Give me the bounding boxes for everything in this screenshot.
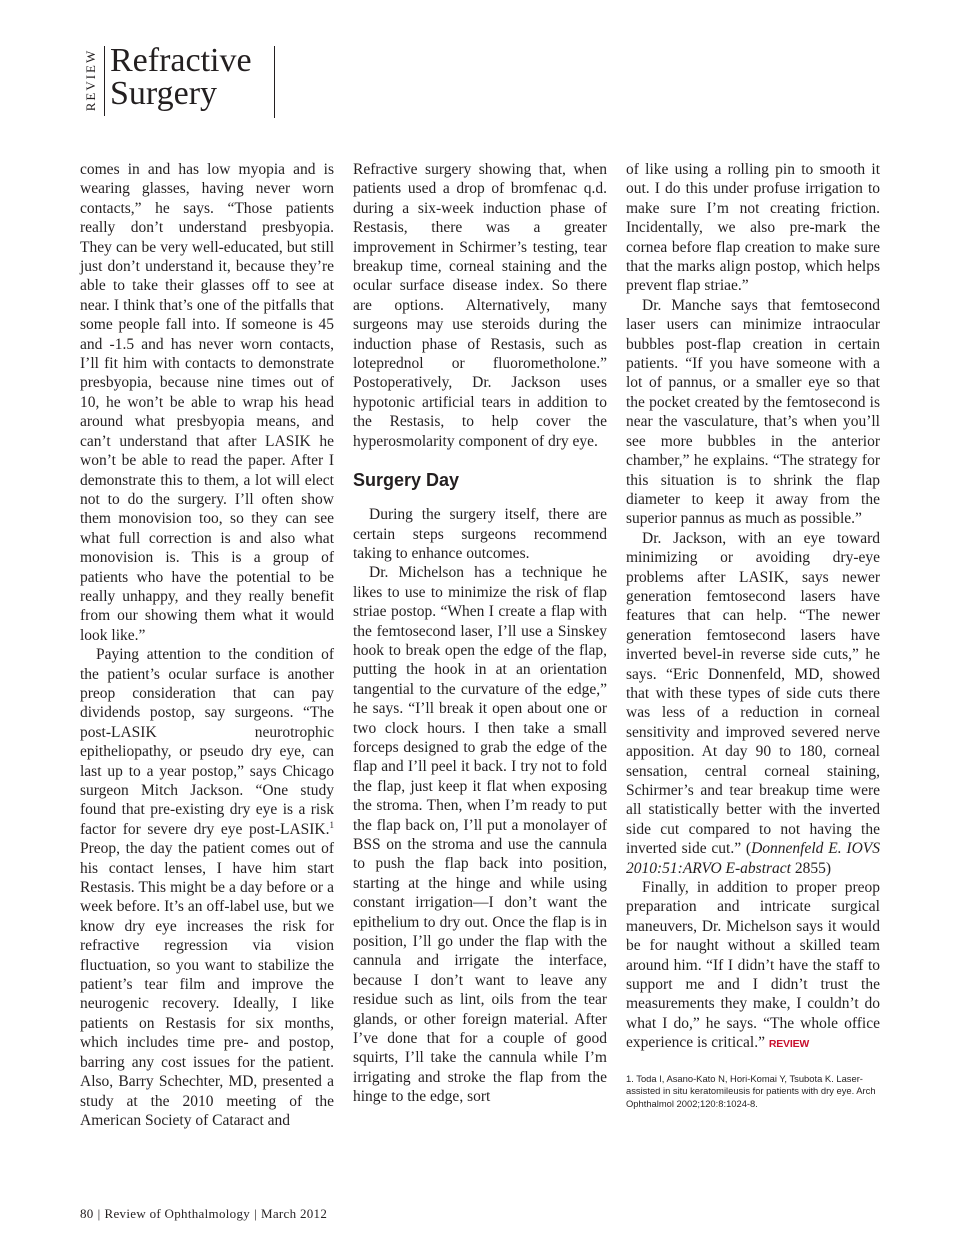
footer-separator: | xyxy=(254,1206,257,1221)
section-title-line2: Surgery xyxy=(110,75,218,112)
publication-name: Review of Ophthalmology xyxy=(104,1206,251,1221)
paragraph-rolling-pin: of like using a rolling pin to smooth it out. I do this under profuse irrigation to make sure I’m not creating friction. Incidentally, we also pre-mark the cornea before flap creation to make sure that the marks align postop, which helps prevent flap striae.” xyxy=(626,161,880,295)
paragraph-ocular-surface-text-a: Paying attention to the condition of the patient’s ocular surface is another preop consideration that can pay dividends postop, say surgeons. “The post-LASIK neurotrophic epitheliopathy, or pseudo dry eye, can last up to a year postop,” says Chicago surgeon Mitch Jackson. “One study found that pre-existing dry eye is a risk factor for severe dry eye post-LASIK. xyxy=(80,646,334,838)
article-column-2 xyxy=(353,160,607,1107)
paragraph-side-cuts-text: Dr. Jackson, with an eye toward minimizing or avoiding dry-eye problems after LASIK, says newer generation femtosecond lasers have features that can help. “The newer generation femtosecond lasers have inverted bevel-in reverse side cuts,” he says. “Eric Donnenfeld, MD, showed that with these types of side cuts there was less of a reduction in corneal sensitivity and improved severed nerve apposition. At day 90 to 180, corneal sensation, central corneal staining, Schirmer’s and tear breakup time were all statistically better with the inverted side cut compared to not having the inverted side cut.” ( xyxy=(626,529,880,858)
footnote: 1. Toda I, Asano-Kato N, Hori-Komai Y, Tsubota K. Laser-assisted in situ keratomileusis for patients with dry eye. Arch Ophthalmol 2002;120:8:1024-8. xyxy=(626,1072,876,1109)
citation-italic: Donnenfeld E. IOVS 2010:51:ARVO E-abstract xyxy=(626,840,881,877)
paragraph-ocular-surface xyxy=(80,645,334,1130)
header-divider-left xyxy=(104,46,105,116)
header-divider-right xyxy=(274,46,275,118)
paragraph-bromfenac: Refractive surgery showing that, when patients used a drop of bromfenac q.d. during a six-week induction phase of Restasis, there was a greater improvement in Schirmer’s testing, tear breakup time, corneal staining and the ocular surface disease index. So there are options. Alternatively, many surgeons may use steroids during the induction phase of Restasis, such as loteprednol or fluorometholone.” Postoperatively, Dr. Jackson uses hypotonic artificial tears in addition to the Restasis, to help cover the hyperosmolarity component of dry eye. xyxy=(353,161,607,450)
paragraph-team-text: Finally, in addition to proper preop preparation and intricate surgical maneuvers, Dr. Michelson says it would be for naught without a skilled team around him. “If I didn’t have the staff to support me and I didn’t trust the measurements they make, I couldn’t do what I do,” he says. “The whole office experience is critical.” xyxy=(626,879,880,1052)
paragraph-team xyxy=(626,878,880,1055)
footer-separator: | xyxy=(97,1206,101,1221)
paragraph-presbyopia: comes in and has low myopia and is wearing glasses, having never worn contacts,” he says. “Those patients really don’t understand presbyopia. They can be very well-educated, but still just don’t understand it, because they’re able to take their glasses off to see at near. I think that’s one of the pitfalls that some people fall into. If someone is 45 and -1.5 and has never worn contacts, I’ll fit him with contacts to demonstrate presbyopia, because nine times out of 10, he won’t be able to wrap his head around what presbyopia means, and can’t understand that after LASIK he won’t be able to read the paper. After I demonstrate this to them, a lot will elect not to do the surgery. I’ll often show them monovision too, so they can see what full correction is and also what monovision is. This is a group of patients who have the potential to be really unhappy, and they really benefit from our showing them what it would look like.” xyxy=(80,161,334,644)
article-column-3 xyxy=(626,160,880,1110)
end-mark: REVIEW xyxy=(768,1038,810,1051)
subhead-surgery-day: Surgery Day xyxy=(353,470,460,491)
paragraph-ocular-surface-text-b: Preop, the day the patient comes out of his contact lenses, I have him start Restasis. This might be a day before or a week before. It’s an off-label use, but we know dry eye increases the risk for refractive regression via vision fluctuation, so you want to stabilize the patient’s tear film and improve the neurogenic recovery. Ideally, I like patients on Restasis for six months, which includes time pre- and postop, barring any cost issues for the patient. Also, Barry Schechter, MD, presented a study at the 2010 meeting of the American Society of Cataract and xyxy=(80,840,334,1129)
section-tag xyxy=(80,44,102,116)
section-title-line1: Refractive xyxy=(110,42,252,79)
section-title xyxy=(110,44,252,110)
paragraph-surgery-intro: During the surgery itself, there are certain steps surgeons recommend taking to enhance outcomes. xyxy=(353,506,607,562)
article-column-1 xyxy=(80,160,334,1130)
citation-number: 2855) xyxy=(791,859,832,877)
citation-superscript: 1 xyxy=(329,819,334,830)
issue-date: March 2012 xyxy=(260,1206,328,1221)
paragraph-bubbles: Dr. Manche says that femtosecond laser users can minimize intraocular bubbles post-flap creation in certain patients. “If you have someone with a lot of pannus, or a smaller eye so that the pocket created by the femtosecond is near the vasculature, that’s when you’ll see more bubbles in the anterior chamber,” he explains. “The strategy for this situation is to shrink the flap diameter to keep it away from the superior pannus as much as possible.” xyxy=(626,296,880,528)
section-tag-label: REVIEW xyxy=(83,48,98,112)
page-number: 80 xyxy=(80,1206,94,1221)
paragraph-flap-technique: Dr. Michelson has a technique he likes to use to minimize the risk of flap striae postop. “When I create a flap with the femtosecond laser, I’ll use a Sinskey hook to break open the edge of the flap, putting the hook in at an orientation tangential to the curvature of the edge,” he says. “I’ll break it open about one or two clock hours. I then take a small forceps designed to grab the edge of the flap and I’ll peel it back. I try not to fold the flap, just keep it flat when exposing the stroma. Then, when I’m ready to put the flap back on, I’ll put a monolayer of BSS on the stroma and use the cannula to push the flap back into position, starting at the hinge and while using constant irrigation—I don’t want the epithelium to dry out. Once the flap is in position, I’ll go under the flap with the cannula and irrigate the interface, because I don’t want to leave any residue such as lint, oils from the tear glands, or other foreign material. After I’ve done that for a couple of good squirts, I’ll take the cannula while I’m irrigating and stroke the flap from the hinge to the edge, sort xyxy=(353,564,607,1106)
paragraph-side-cuts xyxy=(626,529,880,878)
page-footer xyxy=(80,1206,327,1222)
